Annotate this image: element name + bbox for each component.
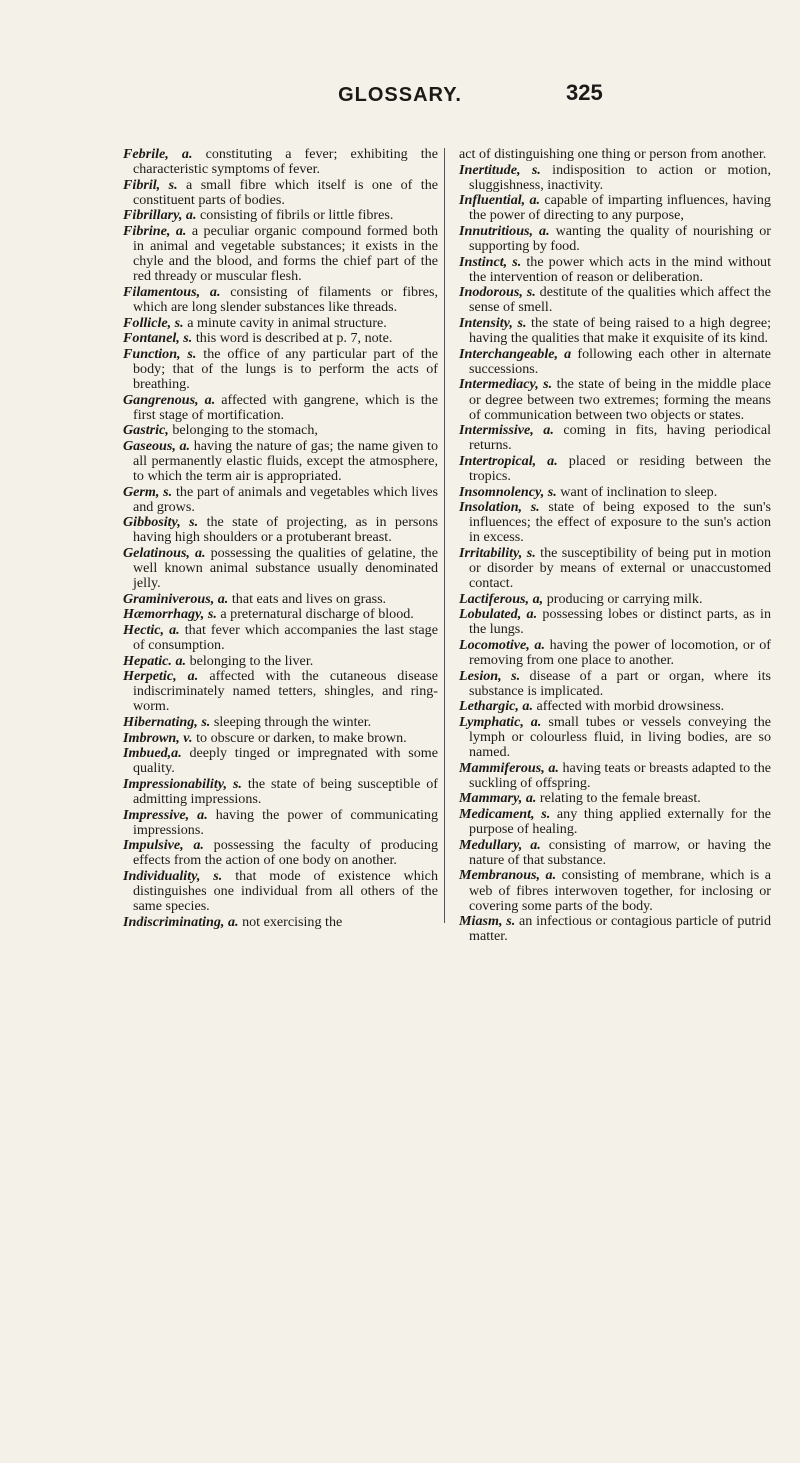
- glossary-entry: [459, 838, 771, 868]
- entry-definition: placed or residing between the tropics.: [469, 452, 771, 484]
- entry-definition: indisposition to action or motion, sluggishness, inactivity.: [469, 161, 771, 193]
- glossary-entry: [123, 423, 438, 438]
- glossary-entry: [459, 607, 771, 637]
- glossary-entry: [459, 255, 771, 285]
- entry-term: Gaseous, a.: [123, 437, 191, 454]
- entry-term: Hibernating, s.: [123, 713, 211, 730]
- glossary-entry: [459, 377, 771, 422]
- entry-definition: consisting of filaments or fibres, which are long slender substances like threads.: [133, 283, 438, 315]
- entry-term: Interchangeable, a: [459, 345, 572, 362]
- glossary-entry: [459, 500, 771, 545]
- entry-definition: a peculiar organic compound formed both in animal and vegetable substances; it exists in the chyle and the blood, and forms the chief part of the red thready or muscular flesh.: [133, 222, 438, 285]
- entry-term: Membranous, a.: [459, 867, 557, 884]
- entry-definition: the office of any particular part of the body; that of the lungs is to perform the acts of breathing.: [133, 345, 438, 392]
- entry-definition: disease of a part or organ, where its substance is implicated.: [469, 667, 771, 699]
- glossary-entry: [459, 454, 771, 484]
- entry-definition: sleeping through the winter.: [213, 713, 372, 730]
- glossary-entry: [123, 777, 438, 807]
- entry-definition: consisting of membrane, which is a web of fibres interwoven together, for inclosing or covering some parts of the body.: [469, 867, 771, 914]
- entry-term: Intertropical, a.: [459, 452, 558, 469]
- glossary-entry: [123, 393, 438, 423]
- entry-definition: possessing the faculty of producing effects from the action of one body on another.: [133, 837, 439, 869]
- page-header: [0, 80, 800, 120]
- glossary-entry: [459, 485, 771, 500]
- entry-definition: the state of being raised to a high degree; having the qualities that make it exquisite of its kind.: [469, 315, 772, 347]
- entry-term: Insolation, s.: [459, 499, 540, 516]
- entry-term: Gibbosity, s.: [123, 514, 199, 531]
- entry-term: Hectic, a.: [123, 621, 180, 638]
- glossary-entry: [459, 699, 771, 714]
- entry-term: Inodorous, s.: [459, 284, 536, 301]
- entry-definition: deeply tinged or impregnated with some quality.: [133, 745, 438, 777]
- entry-definition: belonging to the stomach,: [172, 422, 318, 439]
- glossary-entry: [459, 807, 771, 837]
- entry-definition: wanting the quality of nourishing or supporting by food.: [469, 222, 771, 255]
- glossary-entry: [123, 208, 438, 223]
- glossary-entry: [123, 439, 438, 484]
- right-column: [459, 147, 771, 944]
- entry-definition: having the power of communicating impressions.: [133, 806, 438, 838]
- entry-term: Lobulated, a.: [459, 606, 538, 623]
- entry-definition: producing or carrying milk.: [546, 590, 703, 607]
- entry-term: Lactiferous, a,: [459, 590, 544, 607]
- glossary-entry: [123, 515, 438, 545]
- entry-term: Fibrillary, a.: [123, 207, 197, 224]
- glossary-entry: [459, 147, 771, 162]
- entry-term: Germ, s.: [123, 483, 173, 500]
- entry-definition: affected with gangrene, which is the first stage of mortification.: [133, 391, 438, 423]
- entry-definition: this word is described at p. 7, note.: [195, 330, 393, 347]
- entry-definition: any thing applied externally for the purpose of healing.: [469, 806, 771, 838]
- entry-definition: not exercising the: [242, 913, 343, 930]
- glossary-entry: [459, 669, 771, 699]
- entry-term: Mammiferous, a.: [459, 759, 559, 776]
- glossary-entry: [123, 838, 438, 868]
- entry-definition: a preternatural discharge of blood.: [220, 606, 414, 623]
- entry-term: Imbrown, v.: [123, 729, 193, 746]
- entry-term: Influential, a.: [459, 192, 541, 209]
- entry-definition: affected with morbid drowsiness.: [536, 698, 725, 715]
- entry-term: Instinct, s.: [459, 253, 522, 270]
- entry-definition: consisting of fibrils or little fibres.: [200, 207, 394, 224]
- entry-definition: having the nature of gas; the name given to all permanently elastic fluids, except the atmosphere, to which the term air is appropriated.: [133, 437, 438, 484]
- entry-definition: capable of imparting influences, having the power of directing to any purpose,: [469, 192, 771, 224]
- glossary-entry: [123, 485, 438, 515]
- glossary-entry: [123, 669, 438, 714]
- glossary-entry: [123, 147, 438, 177]
- glossary-entry: [123, 869, 438, 914]
- entry-definition: state of being exposed to the sun's influences; the effect of exposure to the sun's action in excess.: [469, 499, 771, 546]
- column-divider: [444, 148, 445, 923]
- glossary-entry: [123, 546, 438, 591]
- entry-definition: the part of animals and vegetables which lives and grows.: [133, 483, 439, 515]
- entry-term: Febrile, a.: [123, 146, 193, 162]
- entry-term: Medicament, s.: [459, 806, 551, 823]
- glossary-entry: [459, 224, 771, 254]
- entry-term: Hæmorrhagy, s.: [123, 606, 217, 623]
- glossary-entry: [123, 915, 438, 930]
- entry-term: Impressive, a.: [123, 806, 208, 823]
- entry-term: Lethargic, a.: [459, 698, 533, 715]
- glossary-entry: [123, 347, 438, 392]
- entry-term: Individuality, s.: [123, 867, 223, 884]
- entry-definition: affected with the cutaneous disease indiscriminately named tetters, shingles, and ring-worm.: [133, 668, 438, 715]
- glossary-entry: [459, 347, 771, 377]
- entry-definition: the susceptibility of being put in motion or disorder by means of external or unaccustomed contact.: [469, 544, 771, 592]
- glossary-entry: [123, 654, 438, 669]
- entry-term: Miasm, s.: [459, 913, 516, 930]
- entry-definition: coming in fits, having periodical returns.: [469, 422, 771, 454]
- entry-term: Herpetic, a.: [123, 668, 199, 685]
- entry-term: Hepatic. a.: [123, 652, 187, 669]
- glossary-entry: [123, 746, 438, 776]
- entry-definition: constituting a fever; exhibiting the characteristic symptoms of fever.: [133, 146, 438, 178]
- entry-definition: destitute of the qualities which affect the sense of smell.: [469, 284, 771, 316]
- entry-definition: having the power of locomotion, or of removing from one place to another.: [469, 637, 771, 669]
- glossary-entry: [459, 868, 771, 913]
- entry-term: Follicle, s.: [123, 314, 184, 331]
- entry-definition: the power which acts in the mind without the intervention of reason or deliberation.: [469, 253, 771, 285]
- glossary-entry: [459, 791, 771, 806]
- entry-definition: possessing the qualities of gelatine, the well known animal substance usually denominated jelly.: [133, 544, 438, 592]
- entry-definition: to obscure or darken, to make brown.: [196, 729, 407, 746]
- entry-definition: following each other in alternate successions.: [469, 345, 771, 377]
- entry-definition: the state of projecting, as in persons having high shoulders or a protuberant breast.: [133, 514, 438, 546]
- glossary-entry: [459, 914, 771, 944]
- glossary-entry: [459, 592, 771, 607]
- running-title: GLOSSARY.: [338, 84, 462, 106]
- entry-definition: consisting of marrow, or having the nature of that substance.: [469, 836, 772, 868]
- glossary-entry: [459, 193, 771, 223]
- entry-term: Indiscriminating, a.: [123, 913, 239, 930]
- entry-term: Innutritious, a.: [459, 222, 550, 239]
- entry-term: Mammary, a.: [459, 790, 537, 807]
- entry-term: Function, s.: [123, 345, 197, 362]
- glossary-entry: [459, 285, 771, 315]
- entry-term: Medullary, a.: [459, 836, 541, 853]
- entry-term: Filamentous, a.: [123, 283, 221, 300]
- entry-definition: an infectious or contagious particle of putrid matter.: [469, 913, 772, 945]
- glossary-entry: [459, 761, 771, 791]
- glossary-entry: [459, 638, 771, 668]
- glossary-entry: [123, 331, 438, 346]
- glossary-entry: [123, 607, 438, 622]
- glossary-entry: [123, 731, 438, 746]
- glossary-entry: [123, 224, 438, 284]
- glossary-entry: [459, 715, 771, 760]
- left-column: [123, 147, 438, 930]
- entry-definition: that mode of existence which distinguishes one individual from all others of the same species.: [133, 867, 438, 915]
- entry-definition: relating to the female breast.: [539, 790, 701, 807]
- entry-definition: having teats or breasts adapted to the suckling of offspring.: [469, 759, 771, 791]
- entry-term: Locomotive, a.: [459, 637, 546, 653]
- entry-term: Gangrenous, a.: [123, 391, 216, 408]
- entry-term: Fontanel, s.: [123, 330, 193, 347]
- entry-term: Gelatinous, a.: [123, 544, 206, 561]
- entry-term: Inertitude, s.: [459, 161, 541, 178]
- entry-term: Intermediacy, s.: [459, 376, 553, 393]
- entry-term: Lymphatic, a.: [459, 713, 542, 730]
- entry-definition: small tubes or vessels conveying the lymph or colourless fluid, in living bodies, are so named.: [469, 713, 771, 761]
- entry-definition: a minute cavity in animal structure.: [187, 314, 387, 331]
- entry-definition: that eats and lives on grass.: [231, 590, 387, 607]
- entry-definition: that fever which accompanies the last stage of consumption.: [133, 621, 438, 653]
- entry-definition: a small fibre which itself is one of the constituent parts of bodies.: [133, 176, 438, 208]
- glossary-entry: [123, 623, 438, 653]
- glossary-entry: [123, 285, 438, 315]
- page-number: 325: [566, 80, 603, 105]
- entry-term: Graminiverous, a.: [123, 590, 229, 607]
- entry-term: Lesion, s.: [459, 667, 521, 684]
- entry-term: Impulsive, a.: [123, 837, 204, 854]
- glossary-entry: [123, 592, 438, 607]
- glossary-entry: [459, 546, 771, 591]
- entry-term: Insomnolency, s.: [459, 483, 557, 500]
- glossary-entry: [459, 316, 771, 346]
- entry-definition: want of inclination to sleep.: [560, 483, 718, 500]
- entry-definition: the state of being susceptible of admitting impressions.: [133, 775, 438, 807]
- entry-term: Fibril, s.: [123, 176, 178, 193]
- entry-term: Intermissive, a.: [459, 422, 554, 439]
- entry-term: Gastric,: [123, 422, 169, 439]
- glossary-entry: [459, 423, 771, 453]
- glossary-entry: [459, 163, 771, 193]
- entry-definition: act of distinguishing one thing or person from another.: [459, 146, 767, 162]
- entry-term: Imbued,a.: [123, 745, 182, 762]
- glossary-entry: [123, 715, 438, 730]
- entry-term: Fibrine, a.: [123, 222, 187, 239]
- entry-definition: possessing lobes or distinct parts, as in the lungs.: [469, 606, 771, 638]
- entry-term: Irritability, s.: [459, 544, 536, 561]
- glossary-entry: [123, 178, 438, 208]
- glossary-entry: [123, 808, 438, 838]
- entry-term: Intensity, s.: [459, 315, 527, 332]
- entry-term: Impressionability, s.: [123, 775, 242, 792]
- entry-definition: the state of being in the middle place or degree between two extremes; forming the means of communication between two objects or states.: [469, 376, 771, 423]
- entry-definition: belonging to the liver.: [189, 652, 314, 669]
- glossary-entry: [123, 316, 438, 331]
